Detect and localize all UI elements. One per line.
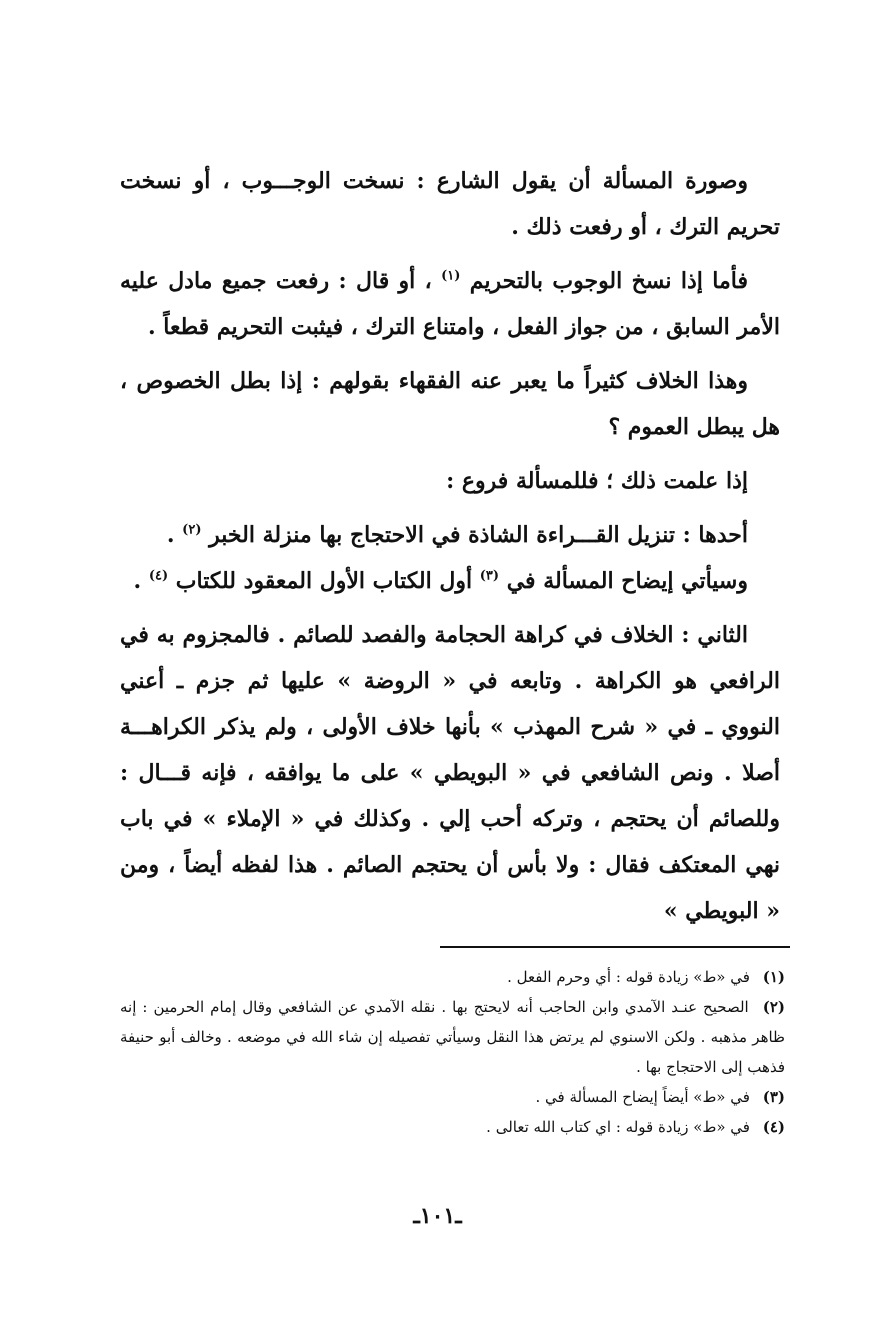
footnote-number: (٤) — [762, 1118, 785, 1136]
paragraph-2 — [120, 258, 780, 350]
footnotes — [120, 962, 785, 1142]
footnote-ref-4[interactable]: (٤) — [148, 568, 169, 584]
footnote-text: في «ط» زيادة قوله : أي وحرم الفعل . — [507, 968, 750, 986]
footnote-number: (٢) — [762, 998, 785, 1016]
paragraph-6-text-a: وسيأتي إيضاح المسألة في — [506, 568, 748, 594]
footnote-ref-3[interactable]: (٣) — [479, 568, 500, 584]
paragraph-2-text-b: ، أو قال : رفعت جميع مادل عليه الأمر السابق ، من جواز الفعل ، وامتناع الترك ، فيثبت التحريم قطعاً . — [120, 268, 780, 340]
paragraph-2-text-a: فأما إذا نسخ الوجوب بالتحريم — [469, 268, 748, 294]
footnote-number: (١) — [762, 968, 785, 986]
footnote-text: الصحيح عنـد الآمدي وابن الحاجب أنه لايحتج بها . نقله الآمدي عن الشافعي وقال إمام الحرمين : إنه ظاهر مذهبه . ولكن الاسنوي لم يرتض هذا النقل وسيأتي تفصيله إن شاء الله في موضعه . وخالف أبو حنيفة فذهب إلى الاحتجاج بها . — [120, 998, 785, 1076]
footnote-ref-2[interactable]: (٢) — [182, 522, 202, 538]
main-text — [120, 158, 780, 942]
footnote-1 — [120, 962, 785, 992]
page-number: ـ١٠١ـ — [413, 1203, 462, 1229]
footnote-divider — [440, 946, 790, 948]
footnote-2 — [120, 992, 785, 1082]
paragraph-5 — [120, 512, 780, 558]
paragraph-5-text-b: . — [166, 522, 175, 548]
footnote-number: (٣) — [762, 1088, 785, 1106]
paragraph-1: وصورة المسألة أن يقول الشارع : نسخت الوجـــوب ، أو نسخت تحريم الترك ، أو رفعت ذلك . — [120, 168, 780, 240]
paragraph-6-text-c: . — [133, 568, 142, 594]
footnote-text: في «ط» زيادة قوله : اي كتاب الله تعالى . — [486, 1118, 750, 1136]
paragraph-6 — [120, 558, 780, 604]
paragraph-3: وهذا الخلاف كثيراً ما يعبر عنه الفقهاء بقولهم : إذا بطل الخصوص ، هل يبطل العموم ؟ — [120, 368, 780, 440]
footnote-ref-1[interactable]: (١) — [441, 268, 461, 284]
paragraph-5-text-a: أحدها : تنزيل القـــراءة الشاذة في الاحتجاج بها منزلة الخبر — [209, 522, 748, 548]
paragraph-4: إذا علمت ذلك ؛ فللمسألة فروع : — [446, 468, 748, 494]
footnote-text: في «ط» أيضاً إيضاح المسألة في . — [535, 1088, 750, 1106]
paragraph-7: الثاني : الخلاف في كراهة الحجامة والفصد للصائم . فالمجزوم به في الرافعي هو الكراهة . وتابعه في « الروضة » عليها ثم جزم ـ أعني النووي ـ في « شرح المهذب » بأنها خلاف الأولى ، ولم يذكر الكراهـــة أصلا . ونص الشافعي في « البويطي » على ما يوافقه ، فإنه قـــال : وللصائم أن يحتجم ، وتركه أحب إلي . وكذلك في « الإملاء » في باب نهي المعتكف فقال : ولا بأس أن يحتجم الصائم . هذا لفظه أيضاً ، ومن « البويطي » — [120, 622, 780, 924]
footnote-4 — [120, 1112, 785, 1142]
footnote-3 — [120, 1082, 785, 1112]
paragraph-6-text-b: أول الكتاب الأول المعقود للكتاب — [175, 568, 473, 594]
